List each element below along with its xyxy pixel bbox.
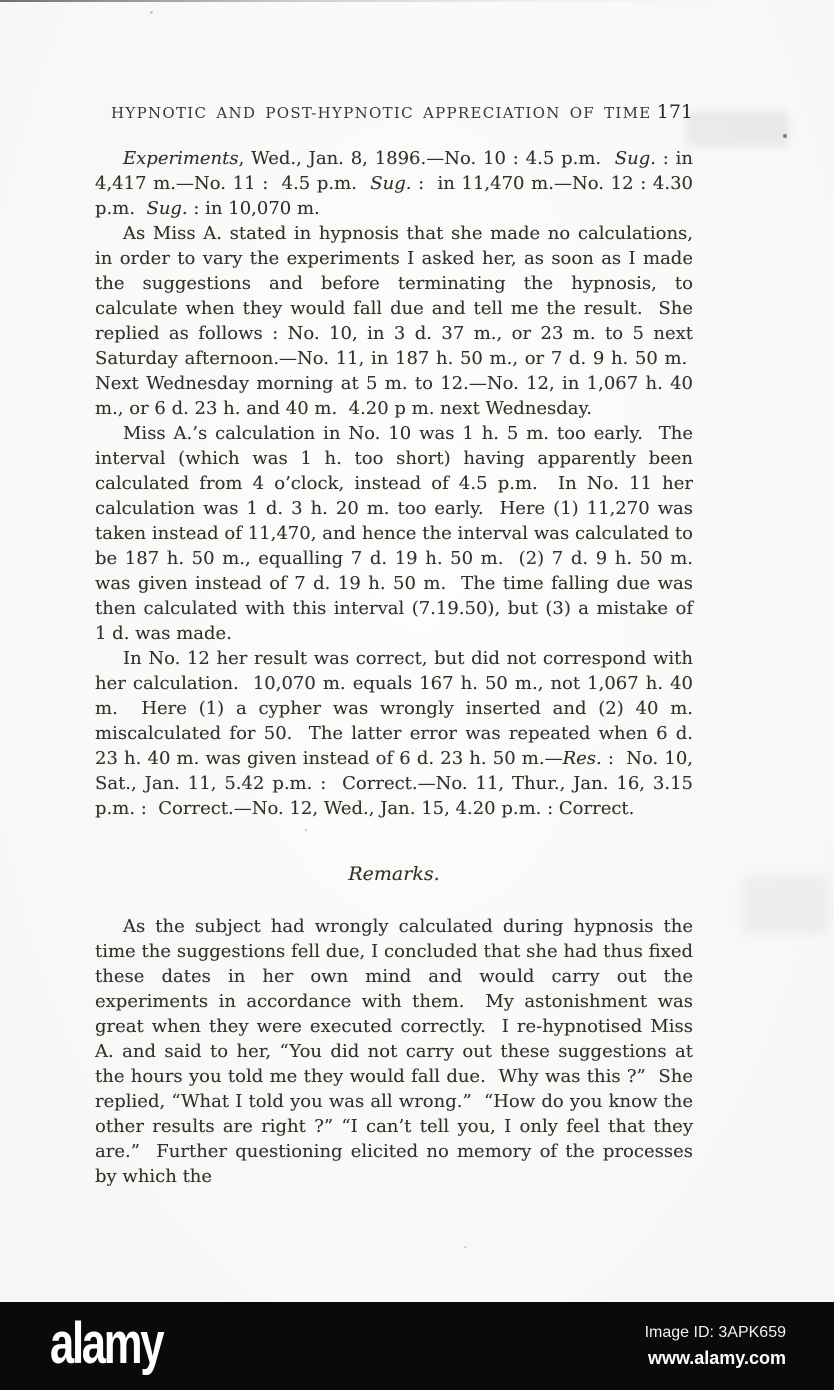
text-column: [95, 146, 693, 1189]
scan-speck: [150, 11, 153, 14]
italic-run: Res.: [562, 748, 602, 769]
paragraph-experiments: [95, 146, 693, 221]
scan-artifact-smudge: [742, 876, 828, 934]
italic-run: Sug.: [370, 173, 412, 194]
header-title: HYPNOTIC AND POST-HYPNOTIC APPRECIATION OF TIME: [111, 104, 652, 122]
scan-speck: [464, 1246, 467, 1248]
watermark-bar: [0, 1302, 834, 1390]
italic-run: Experiments: [123, 148, 239, 169]
text-run: Miss A.’s calculation in No. 10 was 1 h. 5 m. too early. The interval (which was 1 h. too short) having apparently been calculated from 4 o’clock, instead of 4.5 p.m. In No. 11 her calculation was 1 d. 3 h. 20 m. too early. Here (1) 11,270 was taken instead of 11,470, and hence the interval was calculated to be 187 h. 50 m., equalling 7 d. 19 h. 50 m. (2) 7 d. 9 h. 50 m. was given instead of 7 d. 19 h. 50 m. The time falling due was then calculated with this interval (7.19.50), but (3) a mistake of 1 d. was made.: [95, 423, 693, 644]
scan-artifact-smudge: [686, 111, 788, 147]
image-id-text: Image ID: 3APK659: [644, 1323, 786, 1341]
paragraph-miss-a-calculation: [95, 421, 693, 646]
scan-speck: [783, 134, 787, 138]
footer-info: [645, 1321, 786, 1372]
text-run: : in 10,070 m.: [187, 198, 320, 219]
italic-run: Sug.: [614, 148, 656, 169]
paragraph-no12-result: [95, 646, 693, 821]
running-header: [95, 101, 693, 123]
text-run: : No. 10, Sat., Jan. 11, 5.42 p.m. : Correct.—No. 11, Thur., Jan. 16, 3.15 p.m. : Correct.—No. 12, Wed., Jan. 15, 4.20 p.m. : Correct.: [95, 748, 693, 819]
text-run: , Wed., Jan. 8, 1896.—No. 10 : 4.5 p.m.: [238, 148, 615, 169]
text-run: In No. 12 her result was correct, but did not correspond with her calculation. 10,070 m. equals 167 h. 50 m., not 1,067 h. 40 m. Here (1) a cypher was wrongly inserted and (2) 40 m. miscalculated for 50. The latter error was repeated when 6 d. 23 h. 40 m. was given instead of 6 d. 23 h. 50 m.—: [95, 648, 693, 769]
italic-run: Sug.: [146, 198, 188, 219]
text-run: : in 4,417 m.—No. 11 : 4.5 p.m.: [95, 148, 693, 194]
paragraph-no-calculations: [95, 221, 693, 421]
text-run: : in 11,470 m.—No. 12 : 4.30 p.m.: [95, 173, 694, 219]
website-url: www.alamy.com: [647, 1347, 786, 1368]
text-run: As the subject had wrongly calculated during hypnosis the time the suggestions fell due, I concluded that she had thus fixed these dates in her own mind and would carry out the experiments in accordance with them. My astonishment was great when they were executed correctly. I re-hypnotised Miss A. and said to her, “You did not carry out these suggestions at the hours you told me they would fall due. Why was this ?” She replied, “What I told you was all wrong.” “How do you know the other results are right ?” “I can’t tell you, I only feel that they are.” Further questioning elicited no memory of the processes by which the: [95, 916, 693, 1187]
paragraph-remarks-body: [95, 914, 693, 1189]
alamy-logo: alamy: [50, 1309, 163, 1376]
scan-speck: [305, 829, 307, 831]
remarks-heading: Remarks.: [348, 863, 440, 885]
page-number: 171: [656, 101, 693, 123]
text-run: As Miss A. stated in hypnosis that she made no calculations, in order to vary the experiments I asked her, as soon as I made the suggestions and before terminating the hypnosis, to calculate when they would fall due and tell me the result. She replied as follows : No. 10, in 3 d. 37 m., or 23 m. to 5 next Saturday afternoon.—No. 11, in 187 h. 50 m., or 7 d. 9 h. 50 m. Next Wednesday morning at 5 m. to 12.—No. 12, in 1,067 h. 40 m., or 6 d. 23 h. and 40 m. 4.20 p m. next Wednesday.: [95, 223, 693, 419]
